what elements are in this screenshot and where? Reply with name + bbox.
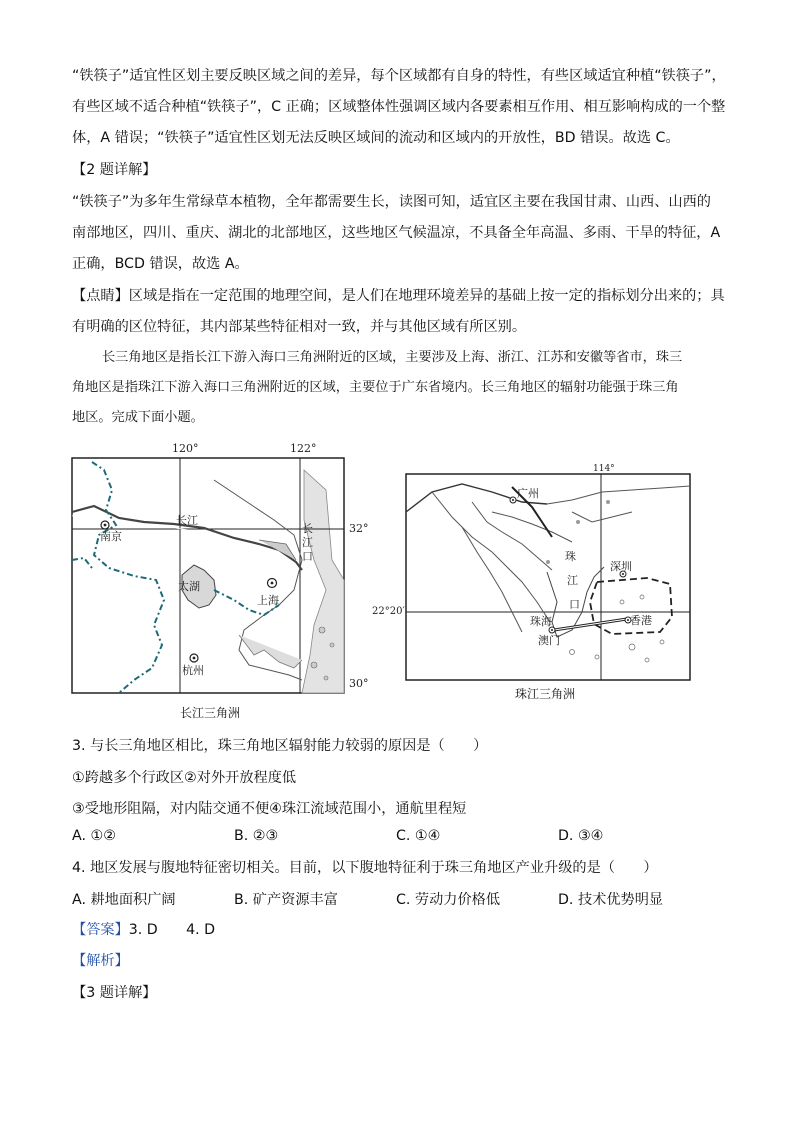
- key-point-label: 【点睛】: [72, 288, 129, 304]
- yangtze-delta-map: [64, 440, 369, 720]
- q3-stem: 3. 与长三角地区相比，珠三角地区辐射能力较弱的原因是（ ）: [72, 738, 488, 754]
- pearl-map-caption: 珠江三角洲: [515, 687, 576, 701]
- estuary-label-2: 江: [567, 574, 578, 587]
- key-point-text: 区域是指在一定范围的地理空间，是人们在地理环境差异的基础上按一定的指标划分出来的；具: [128, 288, 725, 304]
- answer-label: 【答案】: [72, 922, 129, 938]
- estuary-label-3: 口: [302, 550, 313, 563]
- taihu-label: 太湖: [178, 580, 200, 593]
- q2-heading: 【2 题详解】: [72, 162, 157, 178]
- hangzhou-label: 杭州: [182, 664, 204, 677]
- estuary-label-1: 珠: [565, 550, 576, 563]
- changjiang-label: 长江: [176, 514, 198, 527]
- paragraph-line: 有些区域不适合种植“铁筷子”，C 正确；区域整体性强调区域内各要素相互作用、相互影响构成的一个整: [72, 99, 726, 115]
- q3-option-b[interactable]: B. ②③: [234, 828, 279, 844]
- paragraph-line: “铁筷子”适宜性区划主要反映区域之间的差异，每个区域都有自身的特性，有些区域适宜种植“铁筷子”，: [72, 68, 726, 84]
- estuary-label-2: 江: [302, 536, 313, 549]
- lon-114-label: 114°: [593, 464, 615, 474]
- lat-32-label: 32°: [349, 522, 369, 535]
- intro-line: 长三角地区是指长江下游入海口三角洲附近的区域，主要涉及上海、浙江、江苏和安徽等省市，珠三: [102, 350, 683, 365]
- intro-line: 角地区是指珠江下游入海口三角洲附近的区域，主要位于广东省境内。长三角地区的辐射功能强于珠三角: [72, 380, 679, 395]
- answer-text: 3. D 4. D: [128, 922, 216, 938]
- answer-line: [72, 920, 215, 940]
- estuary-label-3: 口: [569, 598, 580, 611]
- q4-option-c[interactable]: C. 劳动力价格低: [396, 892, 501, 908]
- pearl-delta-map: [372, 462, 702, 684]
- intro-line: 地区。完成下面小题。: [72, 410, 204, 425]
- paragraph-line: 有明确的区位特征，其内部某些特征相对一致，并与其他区域有所区别。: [72, 319, 527, 335]
- hongkong-label: 香港: [630, 614, 652, 627]
- q3-statement-line: ①跨越多个行政区②对外开放程度低: [72, 770, 297, 786]
- analysis-label: 【解析】: [72, 953, 129, 969]
- lon-122-label: 122°: [290, 442, 317, 455]
- paragraph-line: 体，A 错误；“铁筷子”适宜性区划无法反映区域间的流动和区域内的开放性，BD 错误。故选 C。: [72, 130, 680, 146]
- q4-option-b[interactable]: B. 矿产资源丰富: [234, 892, 338, 908]
- lon-120-label: 120°: [172, 442, 199, 455]
- q4-option-d[interactable]: D. 技术优势明显: [558, 892, 664, 908]
- q3-option-a[interactable]: A. ①②: [72, 828, 116, 844]
- paragraph-line: 南部地区，四川、重庆、湖北的北部地区，这些地区气候温凉，不具备全年高温、多雨、干旱的特征，A: [72, 225, 721, 241]
- q3-option-c[interactable]: C. ①④: [396, 828, 441, 844]
- macao-label: 澳门: [538, 634, 560, 647]
- zhuhai-label: 珠海: [530, 615, 552, 628]
- shanghai-label: 上海: [257, 594, 279, 607]
- lat-2220-label: 22°20′: [372, 606, 405, 617]
- shenzhen-label: 深圳: [610, 560, 632, 573]
- paragraph-line: 正确，BCD 错误，故选 A。: [72, 256, 249, 272]
- q3-statement-line: ③受地形阻隔，对内陆交通不便④珠江流域范围小，通航里程短: [72, 801, 467, 817]
- q3-heading: 【3 题详解】: [72, 985, 157, 1001]
- nanjing-label: 南京: [100, 530, 122, 543]
- lat-30-label: 30°: [349, 677, 369, 690]
- q3-option-d[interactable]: D. ③④: [558, 828, 604, 844]
- paragraph-line: “铁筷子”为多年生常绿草本植物，全年都需要生长，读图可知，适宜区主要在我国甘肃、山西、山西的: [72, 194, 711, 210]
- q4-option-a[interactable]: A. 耕地面积广阔: [72, 892, 176, 908]
- key-point-line: [72, 286, 725, 306]
- estuary-label-1: 长: [302, 522, 313, 535]
- yangtze-map-caption: 长江三角洲: [180, 706, 241, 720]
- q4-stem: 4. 地区发展与腹地特征密切相关。目前，以下腹地特征利于珠三角地区产业升级的是（ ）: [72, 860, 658, 876]
- guangzhou-label: 广州: [517, 487, 539, 500]
